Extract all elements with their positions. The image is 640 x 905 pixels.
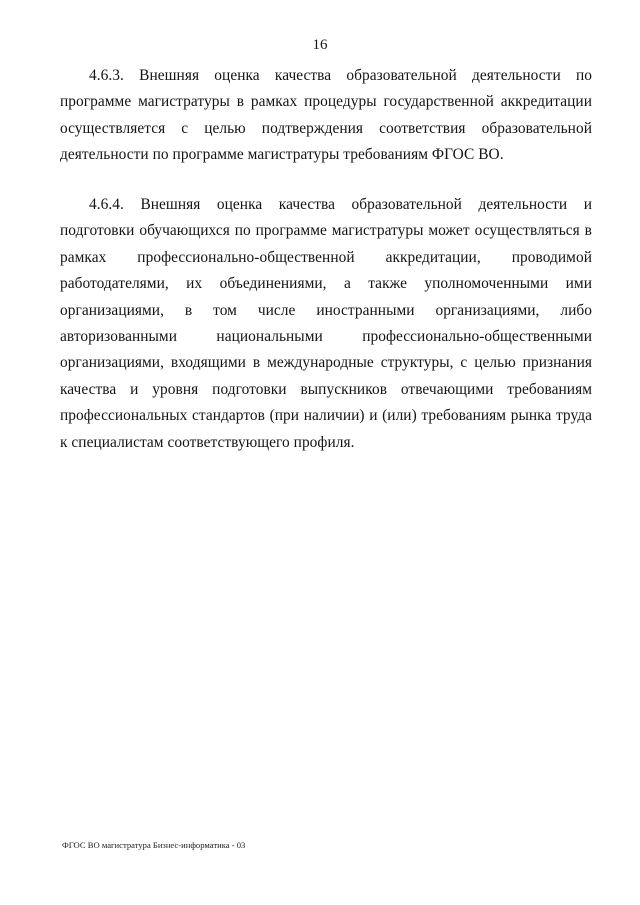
page-footer: ФГОС ВО магистратура Бизнес-информатика - 03 xyxy=(62,840,246,850)
page-number: 16 xyxy=(312,37,328,53)
paragraph-4-6-3: 4.6.3. Внешняя оценка качества образовательной деятельности по программе магистратуры в рамках процедуры государственной аккредитации осуществляется с целью подтверждения соответствия образовательной деятельности по программе магистратуры требованиям ФГОС ВО. xyxy=(60,67,592,164)
paragraph-4-6-4: 4.6.4. Внешняя оценка качества образовательной деятельности и подготовки обучающихся по программе магистратуры может осуществляться в рамках профессионально-общественной аккредитации, проводимой работодателями, их объединениями, а также уполномоченными ими организациями, в том числе иностранными организациями, либо авторизованными национальными профессионально-общественными организациями, входящими в международные структуры, с целью признания качества и уровня подготовки выпускников отвечающими требованиям профессиональных стандартов (при наличии) и (или) требованиям рынка труда к специалистам соответствующего профиля. xyxy=(60,196,592,451)
